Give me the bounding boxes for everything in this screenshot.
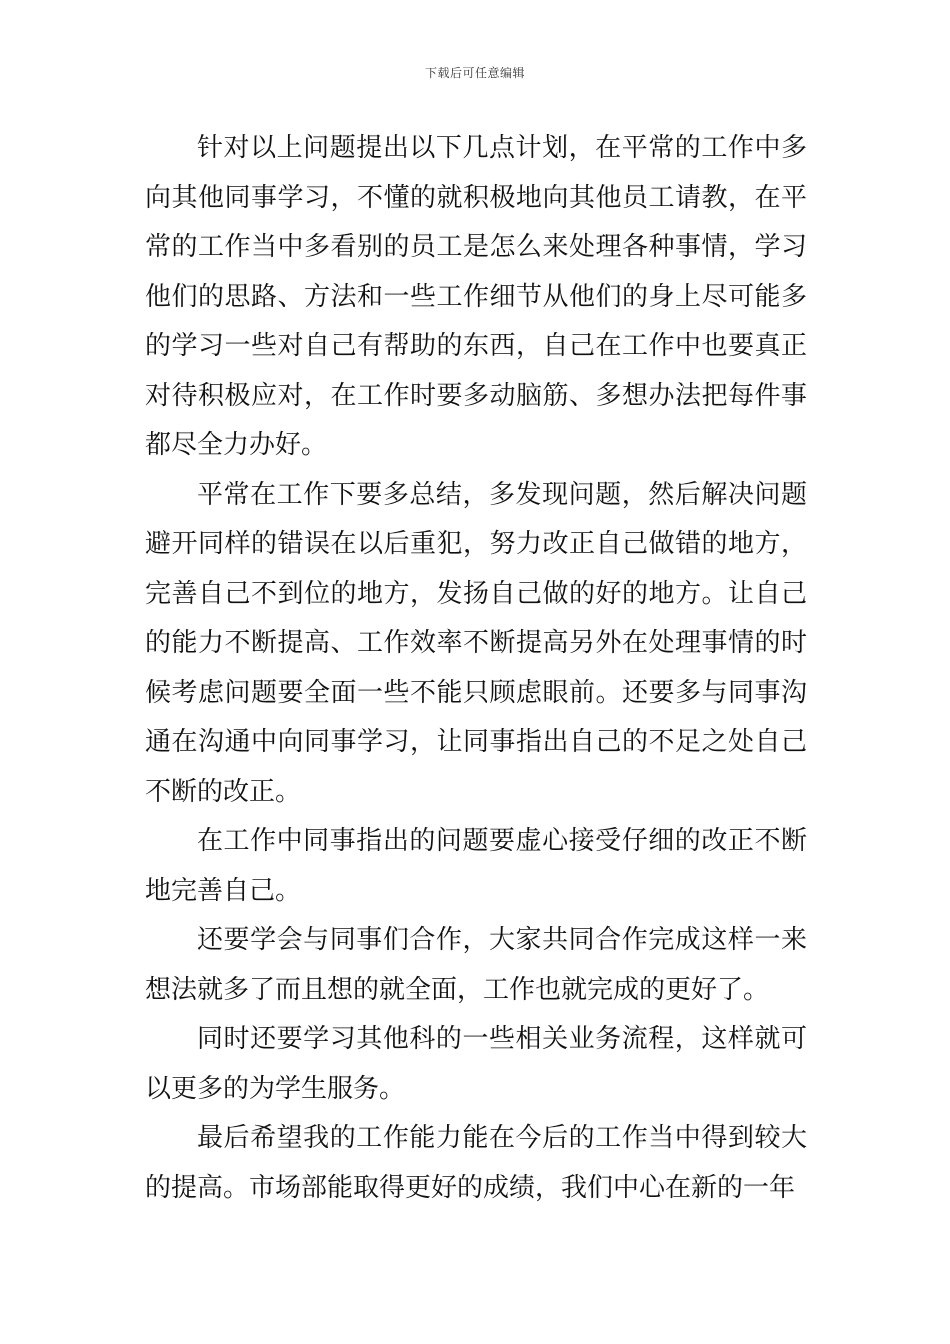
document-body [145, 124, 807, 1213]
paragraph-5: 同时还要学习其他科的一些相关业务流程，这样就可以更多的为学生服务。 [145, 1024, 807, 1104]
paragraph-3: 在工作中同事指出的问题要虚心接受仔细的改正不断地完善自己。 [145, 826, 807, 906]
paragraph-6: 最后希望我的工作能力能在今后的工作当中得到较大的提高。市场部能取得更好的成绩，我们中心在新的一年 [145, 1123, 807, 1203]
paragraph-2: 平常在工作下要多总结，多发现问题，然后解决问题避开同样的错误在以后重犯，努力改正自己做错的地方，完善自己不到位的地方，发扬自己做的好的地方。让自己的能力不断提高、工作效率不断提高另外在处理事情的时候考虑问题要全面一些不能只顾虑眼前。还要多与同事沟通在沟通中向同事学习，让同事指出自己的不足之处自己不断的改正。 [145, 479, 807, 807]
page-header: 下载后可任意编辑 [424, 66, 525, 80]
paragraph-4: 还要学会与同事们合作，大家共同合作完成这样一来想法就多了而且想的就全面，工作也就完成的更好了。 [145, 925, 807, 1005]
paragraph-1: 针对以上问题提出以下几点计划，在平常的工作中多向其他同事学习，不懂的就积极地向其他员工请教，在平常的工作当中多看别的员工是怎么来处理各种事情，学习他们的思路、方法和一些工作细节从他们的身上尽可能多的学习一些对自己有帮助的东西，自己在工作中也要真正对待积极应对，在工作时要多动脑筋、多想办法把每件事都尽全力办好。 [145, 133, 807, 460]
